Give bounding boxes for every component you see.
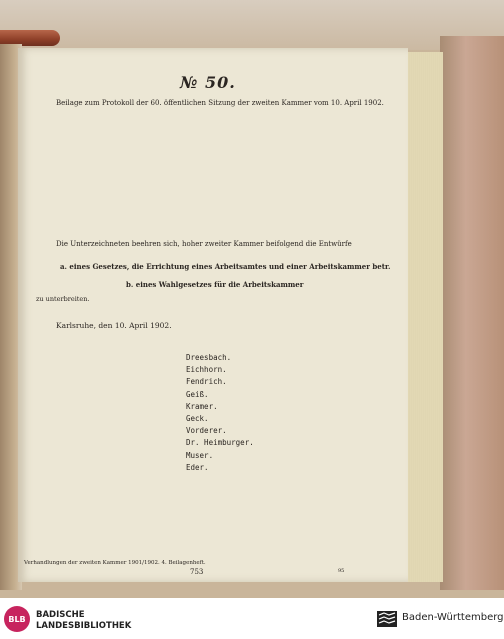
state-logo-text[interactable]: Baden-Württemberg bbox=[402, 612, 504, 623]
signer-name: Dreesbach. bbox=[186, 353, 232, 362]
signer-name: Geck. bbox=[186, 414, 209, 424]
signer-name: Eichhorn. bbox=[186, 365, 227, 375]
signer-name: Dr. Heimburger. bbox=[186, 438, 254, 448]
signer-name: Kramer. bbox=[186, 401, 218, 411]
signer-list bbox=[186, 352, 254, 474]
document-number: № 50. bbox=[180, 73, 236, 92]
document-subtitle: Beilage zum Protokoll der 60. öffentlichen Sitzung der zweiten Kammer vom 10. April 1902. bbox=[56, 99, 384, 107]
signature-mark: 95 bbox=[338, 568, 345, 574]
page-edges bbox=[406, 52, 443, 582]
signer-name: Geiß. bbox=[186, 389, 209, 399]
page-number: 753 bbox=[190, 568, 204, 576]
library-name[interactable] bbox=[36, 610, 131, 632]
library-name-line1: BADISCHE bbox=[36, 610, 85, 620]
place-date: Karlsruhe, den 10. April 1902. bbox=[56, 321, 172, 330]
closing-phrase: zu unterbreiten. bbox=[36, 295, 90, 303]
page-footer: Verhandlungen der zweiten Kammer 1901/1902. 4. Beilagenheft. bbox=[24, 560, 206, 566]
scan-background bbox=[0, 0, 504, 50]
library-name-line2: LANDESBIBLIOTHEK bbox=[36, 621, 132, 631]
document-page bbox=[18, 48, 408, 582]
signer-name: Muser. bbox=[186, 450, 214, 460]
bw-coat-of-arms-icon bbox=[376, 610, 398, 628]
signer-name: Fendrich. bbox=[186, 377, 227, 387]
intro-text: Die Unterzeichneten beehren sich, hoher zweiter Kammer beifolgend die Entwürfe bbox=[56, 240, 352, 248]
signer-name: Vorderer. bbox=[186, 426, 227, 436]
item-b: b. eines Wahlgesetzes für die Arbeitskammer bbox=[126, 280, 304, 289]
book-cover-edge bbox=[440, 36, 504, 590]
item-a: a. eines Gesetzes, die Errichtung eines Arbeitsamtes und einer Arbeitskammer betr. bbox=[60, 262, 391, 271]
signer-name: Eder. bbox=[186, 462, 209, 472]
blb-logo[interactable]: BLB bbox=[4, 606, 30, 632]
